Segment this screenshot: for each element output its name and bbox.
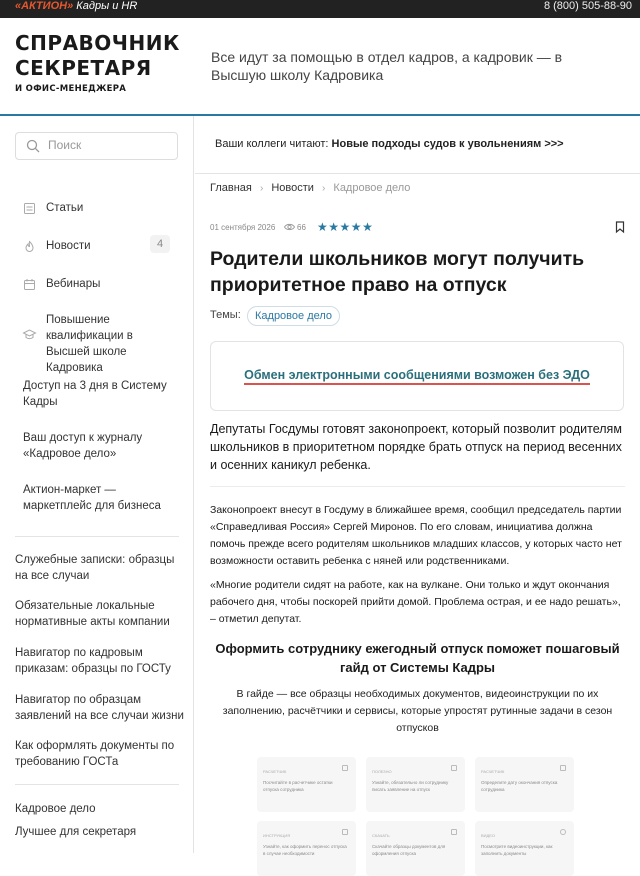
guide-card-text: Посчитайте в расчетчике остатки отпуска сотрудника — [263, 780, 333, 792]
colleagues-reading-prefix: Ваши коллеги читают: — [215, 138, 332, 150]
document-icon — [342, 829, 348, 835]
article-lead: Депутаты Госдумы готовят законопроект, который позволит родителям школьников в приоритетном порядке брать отпуск на период весенних и осенних каникул ребенка. — [210, 422, 622, 472]
theme-tag[interactable]: Кадровое дело — [247, 306, 340, 326]
site-header — [0, 18, 640, 116]
guide-card-kicker: РАСЧЕТЧИК — [263, 769, 287, 774]
colleagues-reading-bar — [195, 116, 640, 174]
news-icon — [23, 240, 36, 253]
news-count-badge: 4 — [150, 235, 170, 253]
promo-link-aktion-market[interactable]: Актион-маркет — маркетплейс для бизнеса — [23, 484, 161, 512]
guide-card[interactable] — [257, 757, 356, 812]
guide-card-kicker: СКАЧАТЬ — [372, 833, 390, 838]
guide-cards — [257, 757, 574, 857]
calculator-icon — [560, 765, 566, 771]
calendar-icon — [23, 278, 36, 291]
chevron-right-icon: › — [259, 182, 264, 194]
top-bar — [0, 0, 640, 18]
article-icon — [23, 202, 36, 215]
search-icon — [26, 139, 40, 153]
guide-description: В гайде — все образцы необходимых документов, видеоинструкции по их заполнению, расчётчики и сервисы, которые упростят рутинные задачи в сезон отпусков — [222, 688, 613, 734]
bottom-link[interactable]: Кадровое дело — [15, 803, 96, 815]
sidebar-divider — [15, 536, 179, 537]
guide-card-text: Посмотрите видеоинструкции, как заполнить документы — [481, 844, 553, 856]
edo-promo-box — [210, 341, 624, 411]
guide-card-text: Узнайте, как оформить перенос отпуска в случае необходимости — [263, 844, 347, 856]
phone-number[interactable]: 8 (800) 505-88-90 — [543, 0, 632, 12]
article-paragraph: «Многие родители сидят на работе, как на вулкане. Они только и ждут окончания рабочего дня, чтобы поскорей прийти домой. Проблема острая, и ее надо решать», – отметил депутат. — [210, 579, 621, 625]
colleagues-reading-text — [215, 138, 564, 150]
content-divider — [210, 486, 625, 487]
guide-title: Оформить сотруднику ежегодный отпуск поможет пошаговый гайд от Системы Кадры — [215, 641, 620, 675]
star-icon[interactable]: ★ — [339, 220, 351, 234]
promo-link-system-access[interactable]: Доступ на 3 дня в Систему Кадры — [23, 380, 167, 408]
guide-card[interactable] — [475, 757, 574, 812]
guide-card[interactable] — [366, 757, 465, 812]
eye-icon — [284, 222, 295, 232]
logo-line-1: СПРАВОЧНИК — [15, 31, 180, 55]
themes-label: Темы: — [210, 309, 241, 321]
guide-card[interactable] — [257, 821, 356, 876]
promo-link-journal-access[interactable]: Ваш доступ к журналу «Кадровое дело» — [23, 432, 143, 460]
article-paragraph: Законопроект внесут в Госдуму в ближайшее время, сообщил председатель партии «Справедливая Россия» Сергей Миронов. По его словам, инициатива должна помочь прежде всего родителям школьников младших классов, у которых часто нет возможности оставить ребенка с няней или родственниками. — [210, 504, 622, 567]
sidebar-divider — [15, 784, 179, 785]
guide-card-text: Скачайте образцы документов для оформления отпуска — [372, 844, 446, 856]
bookmark-icon[interactable] — [615, 221, 625, 233]
graduation-cap-icon — [23, 328, 36, 341]
colleagues-reading-link[interactable]: Новые подходы судов к увольнениям >>> — [331, 138, 564, 150]
search-input[interactable] — [48, 138, 168, 152]
play-icon — [560, 829, 566, 835]
view-count: 66 — [297, 223, 306, 232]
brand-logo[interactable] — [15, 0, 137, 12]
guide-card[interactable] — [366, 821, 465, 876]
star-icon[interactable]: ★ — [362, 220, 374, 234]
guide-card[interactable] — [475, 821, 574, 876]
guide-card-kicker: ИНСТРУКЦИЯ — [263, 833, 291, 838]
doc-link[interactable]: Обязательные локальные нормативные акты компании — [15, 600, 170, 628]
calculator-icon — [342, 765, 348, 771]
doc-link[interactable]: Как оформлять документы по требованию ГОСТа — [15, 740, 175, 768]
star-icon[interactable]: ★ — [317, 220, 329, 234]
logo-line-3: И ОФИС-МЕНЕДЖЕРА — [15, 84, 127, 94]
brand-name: Кадры и HR — [76, 0, 138, 12]
header-promo-link[interactable]: Все идут за помощью в отдел кадров, а кадровик — в Высшую школу Кадровика — [211, 49, 563, 83]
guide-card-text: Определите дату окончания отпуска сотрудника — [481, 780, 558, 792]
breadcrumb-home[interactable]: Главная — [210, 182, 252, 195]
doc-link[interactable]: Навигатор по кадровым приказам: образцы по ГОСТу — [15, 647, 171, 675]
guide-card-kicker: ПОЛЕЗНО — [372, 769, 392, 774]
paperclip-icon — [451, 829, 457, 835]
rating-stars[interactable] — [317, 220, 373, 234]
star-icon[interactable]: ★ — [350, 220, 363, 234]
flag-icon — [451, 765, 457, 771]
article-meta — [210, 221, 625, 235]
brand-accent: «АКТИОН» — [15, 0, 74, 12]
breadcrumb-current: Кадровое дело — [333, 182, 411, 195]
bottom-link[interactable]: Лучшее для секретаря — [15, 826, 137, 838]
sidebar — [0, 116, 194, 853]
sidebar-item-label: Повышение квалификации в Высшей школе Кадровика — [46, 314, 133, 374]
star-icon[interactable]: ★ — [328, 220, 340, 234]
article-themes — [210, 309, 333, 322]
guide-card-text: Узнайте, обязательно ли сотруднику писать заявление на отпуск — [372, 780, 449, 792]
doc-link[interactable]: Служебные записки: образцы на все случаи — [15, 554, 175, 582]
site-logo[interactable] — [15, 31, 185, 94]
doc-link[interactable]: Навигатор по образцам заявлений на все случаи жизни — [15, 694, 184, 722]
logo-line-2: СЕКРЕТАРЯ — [15, 56, 152, 80]
breadcrumb-news[interactable]: Новости — [271, 182, 314, 195]
edo-promo-link-text[interactable]: Обмен электронными сообщениями возможен без ЭДО — [244, 368, 590, 385]
main-content — [195, 116, 640, 856]
search-box[interactable] — [15, 132, 178, 160]
edo-promo-link[interactable] — [211, 368, 623, 382]
guide-card-kicker: РАСЧЕТЧИК — [481, 769, 505, 774]
sidebar-item-label: Статьи — [46, 202, 84, 214]
guide-card-kicker: ВИДЕО — [481, 833, 496, 838]
breadcrumb — [210, 182, 410, 194]
article-title: Родители школьников могут получить приоритетное право на отпуск — [210, 248, 585, 296]
article-date: 01 сентября 2026 — [210, 223, 276, 232]
sidebar-item-label: Вебинары — [46, 278, 101, 290]
chevron-right-icon: › — [322, 182, 326, 194]
sidebar-item-label: Новости — [46, 240, 91, 252]
